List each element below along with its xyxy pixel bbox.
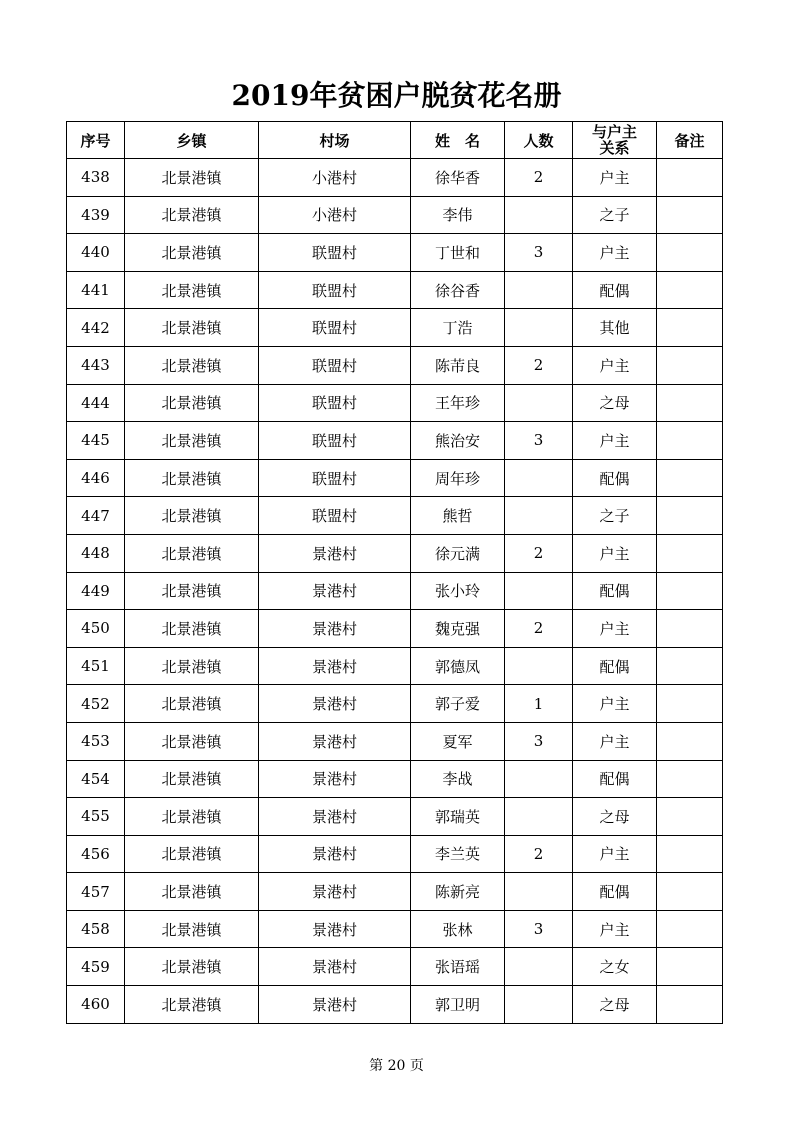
- cell-village: 景港村: [259, 722, 411, 760]
- cell-relation: 配偶: [573, 459, 657, 497]
- cell-name: 郭德凤: [411, 647, 505, 685]
- cell-name: 丁浩: [411, 309, 505, 347]
- cell-village: 联盟村: [259, 234, 411, 272]
- cell-village: 联盟村: [259, 459, 411, 497]
- cell-town: 北景港镇: [125, 685, 259, 723]
- header-town: 乡镇: [125, 122, 259, 159]
- cell-note: [657, 647, 723, 685]
- cell-relation: 配偶: [573, 760, 657, 798]
- cell-count: [505, 948, 573, 986]
- cell-name: 熊哲: [411, 497, 505, 535]
- cell-relation: 之子: [573, 196, 657, 234]
- cell-relation: 户主: [573, 722, 657, 760]
- cell-name: 郭瑞英: [411, 798, 505, 836]
- cell-name: 周年珍: [411, 459, 505, 497]
- cell-town: 北景港镇: [125, 647, 259, 685]
- cell-no: 442: [67, 309, 125, 347]
- cell-village: 联盟村: [259, 346, 411, 384]
- table-row: [67, 309, 723, 347]
- cell-no: 458: [67, 910, 125, 948]
- cell-no: 438: [67, 159, 125, 197]
- cell-note: [657, 722, 723, 760]
- cell-no: 459: [67, 948, 125, 986]
- cell-no: 455: [67, 798, 125, 836]
- cell-note: [657, 760, 723, 798]
- cell-note: [657, 384, 723, 422]
- cell-relation: 配偶: [573, 572, 657, 610]
- cell-no: 449: [67, 572, 125, 610]
- cell-village: 景港村: [259, 685, 411, 723]
- table-row: [67, 873, 723, 911]
- cell-count: [505, 459, 573, 497]
- table-row: [67, 647, 723, 685]
- cell-relation: 之女: [573, 948, 657, 986]
- cell-no: 447: [67, 497, 125, 535]
- table-row: [67, 271, 723, 309]
- cell-note: [657, 534, 723, 572]
- cell-town: 北景港镇: [125, 534, 259, 572]
- table-row: [67, 384, 723, 422]
- cell-town: 北景港镇: [125, 948, 259, 986]
- header-relation-line1: 与户主: [591, 123, 637, 141]
- cell-note: [657, 572, 723, 610]
- cell-town: 北景港镇: [125, 384, 259, 422]
- cell-town: 北景港镇: [125, 572, 259, 610]
- cell-village: 景港村: [259, 572, 411, 610]
- cell-count: [505, 497, 573, 535]
- cell-note: [657, 873, 723, 911]
- table-row: [67, 948, 723, 986]
- cell-count: [505, 384, 573, 422]
- cell-name: 陈芾良: [411, 346, 505, 384]
- cell-no: 445: [67, 422, 125, 460]
- cell-count: [505, 798, 573, 836]
- cell-village: 联盟村: [259, 309, 411, 347]
- cell-count: [505, 196, 573, 234]
- cell-count: [505, 760, 573, 798]
- cell-note: [657, 159, 723, 197]
- cell-note: [657, 234, 723, 272]
- cell-village: 景港村: [259, 647, 411, 685]
- cell-count: [505, 873, 573, 911]
- cell-no: 452: [67, 685, 125, 723]
- cell-name: 熊治安: [411, 422, 505, 460]
- cell-relation: 配偶: [573, 271, 657, 309]
- cell-village: 景港村: [259, 610, 411, 648]
- cell-town: 北景港镇: [125, 271, 259, 309]
- cell-relation: 之母: [573, 384, 657, 422]
- table-row: [67, 760, 723, 798]
- cell-relation: 户主: [573, 610, 657, 648]
- roster-body: [67, 159, 723, 1024]
- table-row: [67, 910, 723, 948]
- cell-relation: 之子: [573, 497, 657, 535]
- table-row: [67, 346, 723, 384]
- cell-village: 联盟村: [259, 271, 411, 309]
- cell-name: 郭子爱: [411, 685, 505, 723]
- table-row: [67, 610, 723, 648]
- cell-village: 景港村: [259, 798, 411, 836]
- cell-relation: 之母: [573, 798, 657, 836]
- cell-note: [657, 497, 723, 535]
- cell-no: 450: [67, 610, 125, 648]
- table-row: [67, 685, 723, 723]
- cell-count: [505, 271, 573, 309]
- cell-town: 北景港镇: [125, 798, 259, 836]
- cell-town: 北景港镇: [125, 873, 259, 911]
- cell-relation: 户主: [573, 910, 657, 948]
- cell-relation: 户主: [573, 534, 657, 572]
- cell-name: 魏克强: [411, 610, 505, 648]
- cell-count: 3: [505, 422, 573, 460]
- table-row: [67, 234, 723, 272]
- cell-note: [657, 271, 723, 309]
- cell-name: 徐谷香: [411, 271, 505, 309]
- cell-name: 夏军: [411, 722, 505, 760]
- table-row: [67, 497, 723, 535]
- header-note: 备注: [657, 122, 723, 159]
- cell-name: 王年珍: [411, 384, 505, 422]
- cell-note: [657, 948, 723, 986]
- cell-village: 小港村: [259, 159, 411, 197]
- table-row: [67, 986, 723, 1024]
- cell-count: [505, 986, 573, 1024]
- cell-no: 453: [67, 722, 125, 760]
- cell-village: 小港村: [259, 196, 411, 234]
- cell-no: 456: [67, 835, 125, 873]
- cell-note: [657, 422, 723, 460]
- cell-village: 景港村: [259, 534, 411, 572]
- cell-relation: 户主: [573, 422, 657, 460]
- cell-note: [657, 309, 723, 347]
- table-row: [67, 798, 723, 836]
- cell-count: 3: [505, 234, 573, 272]
- table-row: [67, 534, 723, 572]
- cell-no: 441: [67, 271, 125, 309]
- cell-no: 451: [67, 647, 125, 685]
- page-number: 第 20 页: [369, 1058, 424, 1074]
- cell-relation: 其他: [573, 309, 657, 347]
- cell-no: 439: [67, 196, 125, 234]
- cell-count: [505, 309, 573, 347]
- header-relation: [573, 122, 657, 159]
- cell-count: 2: [505, 610, 573, 648]
- cell-name: 李兰英: [411, 835, 505, 873]
- cell-town: 北景港镇: [125, 610, 259, 648]
- cell-note: [657, 798, 723, 836]
- cell-relation: 户主: [573, 234, 657, 272]
- cell-no: 460: [67, 986, 125, 1024]
- page-title: 2019年贫困户脱贫花名册: [231, 79, 562, 112]
- cell-no: 454: [67, 760, 125, 798]
- header-no: 序号: [67, 122, 125, 159]
- cell-note: [657, 346, 723, 384]
- cell-count: 2: [505, 534, 573, 572]
- cell-note: [657, 459, 723, 497]
- table-row: [67, 722, 723, 760]
- table-row: [67, 835, 723, 873]
- cell-relation: 户主: [573, 159, 657, 197]
- cell-town: 北景港镇: [125, 346, 259, 384]
- cell-town: 北景港镇: [125, 986, 259, 1024]
- table-row: [67, 572, 723, 610]
- cell-no: 440: [67, 234, 125, 272]
- cell-note: [657, 610, 723, 648]
- cell-village: 景港村: [259, 760, 411, 798]
- cell-village: 景港村: [259, 835, 411, 873]
- cell-town: 北景港镇: [125, 159, 259, 197]
- cell-count: 1: [505, 685, 573, 723]
- cell-count: 2: [505, 159, 573, 197]
- cell-note: [657, 986, 723, 1024]
- cell-name: 张林: [411, 910, 505, 948]
- cell-relation: 配偶: [573, 873, 657, 911]
- table-row: [67, 422, 723, 460]
- cell-town: 北景港镇: [125, 309, 259, 347]
- cell-count: 2: [505, 835, 573, 873]
- table-row: [67, 459, 723, 497]
- cell-relation: 户主: [573, 685, 657, 723]
- header-row: [67, 122, 723, 159]
- cell-village: 联盟村: [259, 422, 411, 460]
- cell-village: 景港村: [259, 910, 411, 948]
- cell-name: 徐元满: [411, 534, 505, 572]
- cell-village: 景港村: [259, 986, 411, 1024]
- header-name: 姓 名: [411, 122, 505, 159]
- cell-count: [505, 647, 573, 685]
- cell-town: 北景港镇: [125, 760, 259, 798]
- cell-village: 联盟村: [259, 497, 411, 535]
- cell-note: [657, 196, 723, 234]
- cell-no: 448: [67, 534, 125, 572]
- cell-town: 北景港镇: [125, 196, 259, 234]
- cell-note: [657, 910, 723, 948]
- table-row: [67, 196, 723, 234]
- cell-relation: 户主: [573, 346, 657, 384]
- cell-relation: 户主: [573, 835, 657, 873]
- cell-name: 张小玲: [411, 572, 505, 610]
- cell-no: 457: [67, 873, 125, 911]
- cell-village: 景港村: [259, 873, 411, 911]
- cell-note: [657, 835, 723, 873]
- cell-village: 联盟村: [259, 384, 411, 422]
- cell-village: 景港村: [259, 948, 411, 986]
- cell-note: [657, 685, 723, 723]
- cell-count: [505, 572, 573, 610]
- cell-name: 徐华香: [411, 159, 505, 197]
- cell-town: 北景港镇: [125, 722, 259, 760]
- cell-town: 北景港镇: [125, 459, 259, 497]
- cell-count: 2: [505, 346, 573, 384]
- header-village: 村场: [259, 122, 411, 159]
- table-row: [67, 159, 723, 197]
- cell-name: 李伟: [411, 196, 505, 234]
- cell-name: 李战: [411, 760, 505, 798]
- cell-no: 443: [67, 346, 125, 384]
- cell-count: 3: [505, 722, 573, 760]
- cell-no: 444: [67, 384, 125, 422]
- header-count: 人数: [505, 122, 573, 159]
- cell-name: 陈新亮: [411, 873, 505, 911]
- cell-town: 北景港镇: [125, 910, 259, 948]
- cell-name: 张语瑶: [411, 948, 505, 986]
- cell-town: 北景港镇: [125, 497, 259, 535]
- cell-town: 北景港镇: [125, 234, 259, 272]
- cell-name: 郭卫明: [411, 986, 505, 1024]
- header-relation-line2: 关系: [599, 139, 630, 157]
- cell-relation: 配偶: [573, 647, 657, 685]
- cell-name: 丁世和: [411, 234, 505, 272]
- roster-table: [66, 121, 723, 1024]
- cell-no: 446: [67, 459, 125, 497]
- cell-town: 北景港镇: [125, 422, 259, 460]
- cell-count: 3: [505, 910, 573, 948]
- cell-town: 北景港镇: [125, 835, 259, 873]
- cell-relation: 之母: [573, 986, 657, 1024]
